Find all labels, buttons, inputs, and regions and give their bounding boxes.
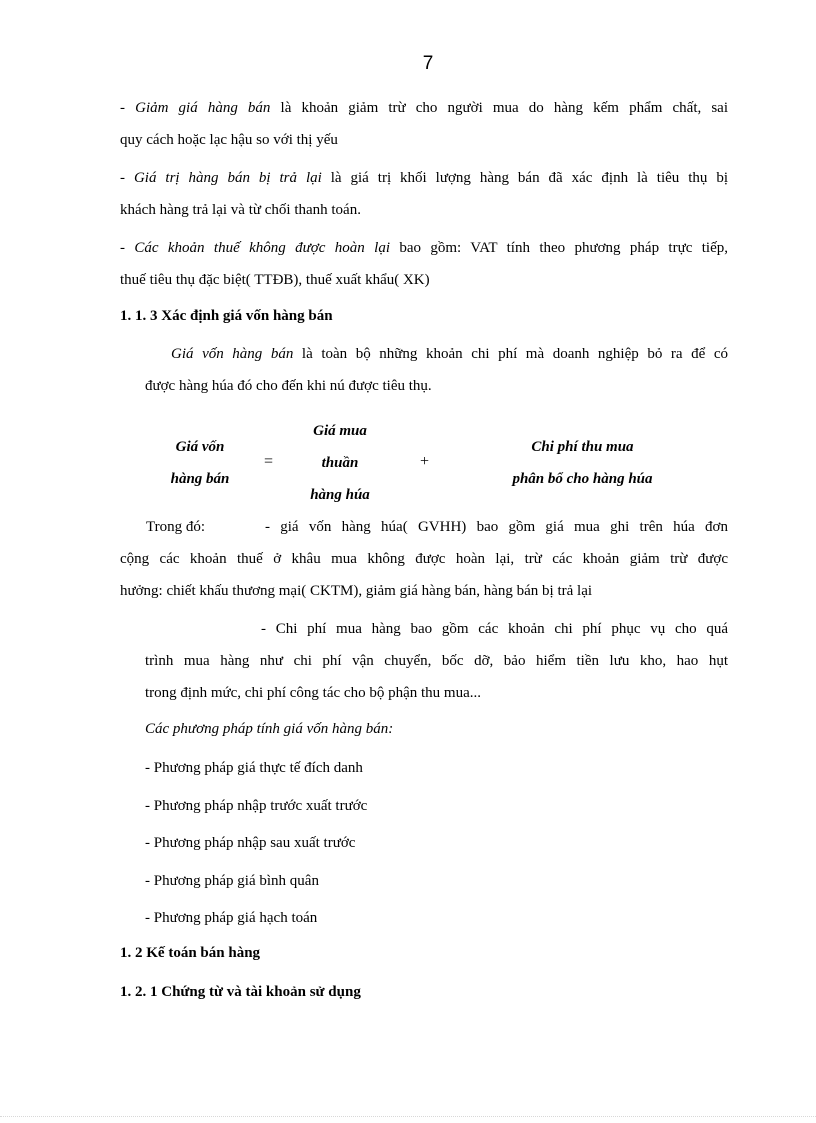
section-heading-1-2-1: 1. 2. 1 Chứng từ và tài khoản sử dụng — [120, 984, 361, 1000]
page-bottom-rule — [0, 1116, 816, 1117]
paragraph-line: trong định mức, chi phí công tác cho bộ phận thu mua... — [145, 685, 481, 701]
formula-equals: = — [264, 453, 274, 470]
paragraph-line: - Chi phí mua hàng bao gồm các khoản chi phí phục vụ cho quá — [261, 621, 728, 637]
term-returned-goods: Giá trị hàng bán bị trả lại — [133, 170, 322, 186]
term-cost-of-goods: Giá vốn hàng bán — [171, 346, 294, 362]
formula-plus: + — [420, 453, 430, 470]
page-number: 7 — [422, 53, 434, 74]
methods-list — [145, 750, 367, 938]
methods-title: Các phương pháp tính giá vốn hàng bán: — [145, 721, 394, 737]
paragraph-line: - Giảm giá hàng bán là khoản giảm trừ cho người mua do hàng kếm phẩm chất, sai — [120, 100, 729, 116]
section-heading-1-2: 1. 2 Kế toán bán hàng — [120, 945, 261, 961]
paragraph-sales-discount — [120, 92, 728, 156]
formula-middle: Giá mua thuần hàng húa — [310, 423, 370, 503]
paragraph-line: khách hàng trả lại và từ chối thanh toán. — [120, 202, 361, 218]
paragraph-line: hưởng: chiết khấu thương mại( CKTM), giảm giá hàng bán, hàng bán bị trả lại — [120, 583, 593, 599]
formula-left: Giá vốn hàng bán — [170, 439, 230, 487]
paragraph-line: được hàng húa đó cho đến khi nú được tiêu thụ. — [145, 378, 432, 394]
paragraph-purchase-costs — [145, 613, 728, 709]
paragraph-line: Trong đó: - giá vốn hàng húa( GVHH) bao gồm giá mua ghi trên húa đơn — [120, 511, 728, 543]
list-item: - Phương pháp nhập sau xuất trước — [145, 835, 356, 851]
paragraph-line: cộng các khoản thuế ở khâu mua không được hoàn lại, trừ các khoản giảm trừ được — [120, 551, 728, 567]
paragraph-non-refundable-taxes — [120, 232, 728, 296]
section-heading-1-1-3: 1. 1. 3 Xác định giá vốn hàng bán — [120, 308, 333, 324]
paragraph-line: Giá vốn hàng bán là toàn bộ những khoản chi phí mà doanh nghiệp bỏ ra để có — [171, 346, 728, 362]
paragraph-returned-goods — [120, 162, 728, 226]
term-non-refundable-taxes: Các khoản thuế không được hoàn lại — [134, 240, 390, 256]
formula-right: Chi phí thu mua phân bổ cho hàng húa — [512, 439, 653, 487]
paragraph-line: thuế tiêu thụ đặc biệt( TTĐB), thuế xuất khẩu( XK) — [120, 272, 430, 288]
paragraph-line: - Giá trị hàng bán bị trả lại là giá trị khối lượng hàng bán đã xác định là tiêu thụ bị — [120, 170, 728, 186]
list-item: - Phương pháp giá hạch toán — [145, 910, 318, 926]
list-item: - Phương pháp nhập trước xuất trước — [145, 797, 368, 814]
where-lead: Trong đó: — [146, 519, 206, 535]
term-sales-discount: Giảm giá hàng bán — [135, 100, 271, 116]
paragraph-line: quy cách hoặc lạc hậu so với thị yếu — [120, 132, 338, 148]
paragraph-line: trình mua hàng như chi phí vận chuyển, bốc dỡ, bảo hiểm tiền lưu kho, hao hụt — [145, 653, 728, 669]
paragraph-line: - Các khoản thuế không được hoàn lại bao gồm: VAT tính theo phương pháp trực tiếp, — [120, 240, 728, 256]
paragraph-cost-of-goods — [145, 338, 728, 402]
paragraph-where — [120, 511, 728, 607]
list-item: - Phương pháp giá thực tế đích danh — [145, 760, 363, 776]
list-item: - Phương pháp giá bình quân — [145, 872, 319, 889]
